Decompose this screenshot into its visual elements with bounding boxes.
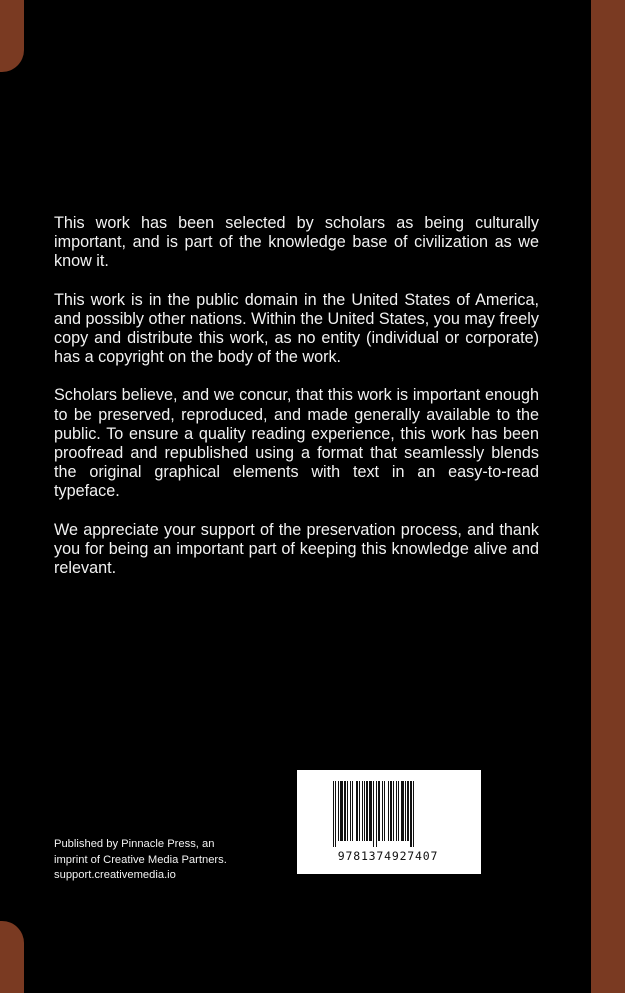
barcode-bar — [373, 781, 374, 847]
barcode-bar — [356, 781, 358, 841]
barcode-bar — [359, 781, 360, 841]
corner-ornament-top-left — [0, 0, 24, 72]
barcode-bar — [366, 781, 368, 841]
barcode-bar — [401, 781, 404, 841]
barcode-bar — [388, 781, 389, 841]
barcode-bar — [338, 781, 339, 841]
barcode-bar — [393, 781, 394, 841]
barcode-bar — [384, 781, 385, 841]
barcode-bar — [362, 781, 363, 841]
publisher-line: imprint of Creative Media Partners. — [54, 853, 227, 866]
isbn-barcode-box — [297, 770, 481, 874]
barcode-bar — [352, 781, 353, 841]
barcode-bar — [335, 781, 336, 847]
barcode-bars-icon — [333, 781, 443, 847]
publisher-imprint — [54, 837, 284, 884]
barcode-bar — [398, 781, 399, 841]
barcode-bar — [396, 781, 397, 841]
barcode-bar — [344, 781, 346, 841]
barcode-bar — [347, 781, 348, 841]
barcode-bar — [364, 781, 365, 841]
blurb-paragraph: This work is in the public domain in the United States of America, and possibly other nations. Within the United States, you may freely copy and distribute this work, as no entity (individual or corporate) has a copyright on the body of the work. — [54, 290, 539, 367]
blurb-paragraph: We appreciate your support of the preservation process, and thank you for being an important part of keeping this knowledge alive and relevant. — [54, 520, 539, 578]
barcode-bar — [369, 781, 372, 841]
barcode-bar — [413, 781, 414, 847]
corner-ornament-bottom-left — [0, 921, 24, 993]
blurb-paragraph: Scholars believe, and we concur, that this work is important enough to be preserved, reproduced, and made generally available to the public. To ensure a quality reading experience, this work has been proofread and republished using a format that seamlessly blends the original graphical elements with text in an easy-to-read typeface. — [54, 386, 539, 501]
barcode-bar — [333, 781, 334, 847]
isbn-digits: 9781374927407 — [337, 849, 439, 863]
blurb-paragraph: This work has been selected by scholars as being culturally important, and is part of the knowledge base of civilization as we know it. — [54, 214, 539, 271]
publisher-line: Published by Pinnacle Press, an — [54, 838, 215, 850]
barcode-bar — [410, 781, 412, 847]
barcode-bar — [376, 781, 377, 847]
barcode-bar — [407, 781, 409, 841]
back-cover-blurb — [54, 214, 539, 597]
publisher-website: support.creativemedia.io — [54, 869, 176, 881]
barcode-bar — [340, 781, 343, 841]
barcode-bar — [390, 781, 392, 841]
barcode-bar — [382, 781, 383, 841]
barcode-bar — [378, 781, 380, 841]
barcode-bar — [405, 781, 406, 841]
spine-edge-strip — [591, 0, 625, 993]
barcode-bar — [350, 781, 351, 841]
